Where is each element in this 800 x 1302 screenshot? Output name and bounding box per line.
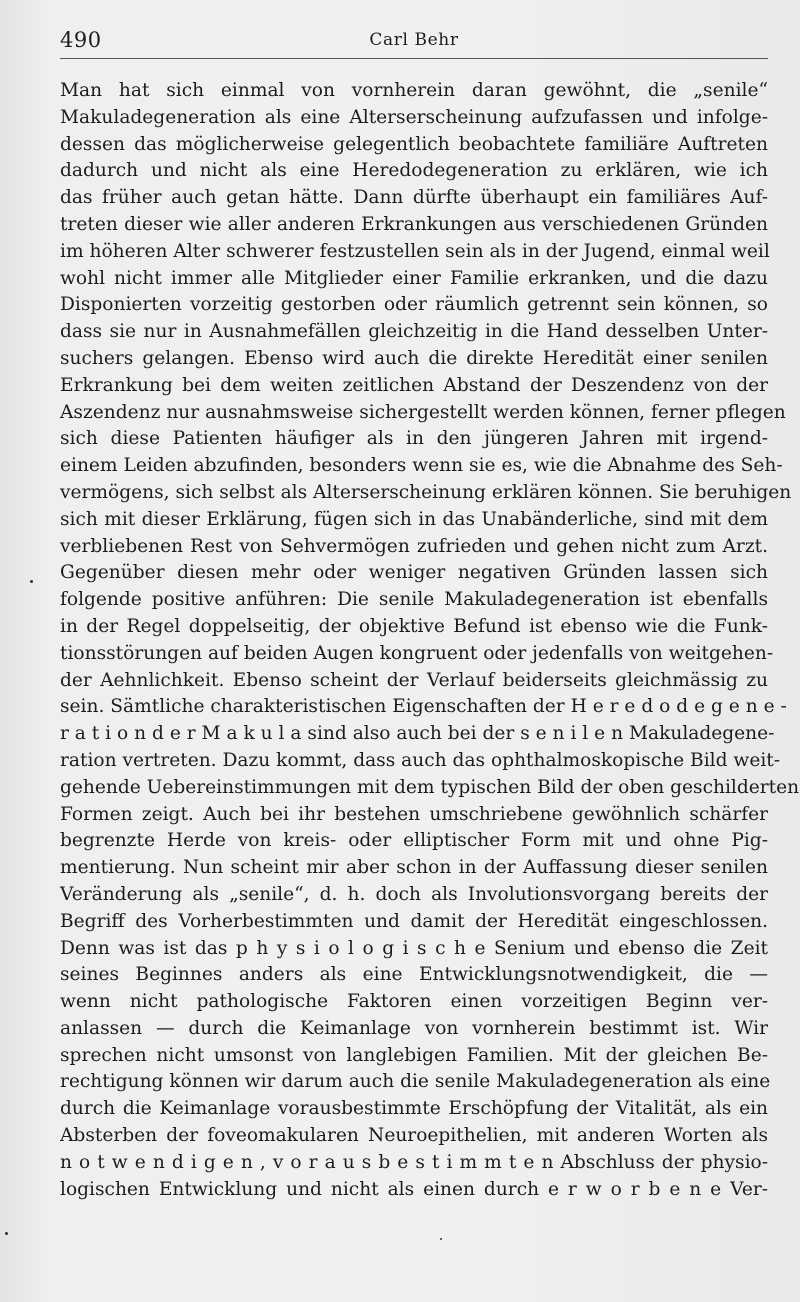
text-line: Veränderung als „senile“, d. h. doch als Involutionsvorgang bereits der [60, 883, 768, 905]
text-line: Aszendenz nur ausnahmsweise sichergestellt werden können, ferner pflegen [60, 401, 786, 423]
text-line: einem Leiden abzufinden, besonders wenn sie es, wie die Abnahme des Seh- [60, 455, 783, 477]
text-line: in der Regel doppelseitig, der objektive Befund ist ebenso wie die Funk- [60, 615, 768, 637]
text-line: folgende positive anführen: Die senile Makuladegeneration ist ebenfalls [60, 589, 768, 611]
text-line: durch die Keimanlage vorausbestimmte Erschöpfung der Vitalität, als ein [60, 1098, 768, 1120]
text-line: ration vertreten. Dazu kommt, dass auch das ophthalmoskopische Bild weit- [60, 749, 781, 771]
text-line: Denn was ist das p h y s i o l o g i s c h e Senium und ebenso die Zeit [60, 937, 768, 959]
text-line: r a t i o n d e r M a k u l a sind also auch bei der s e n i l e n Makuladegene- [60, 723, 775, 745]
text-line: Absterben der foveomakularen Neuroepithelien, mit anderen Worten als [60, 1125, 768, 1147]
text-line: sich mit dieser Erklärung, fügen sich in das Unabänderliche, sind mit dem [60, 508, 768, 530]
text-line: seines Beginnes anders als eine Entwicklungsnotwendigkeit, die — [60, 964, 768, 986]
text-line: begrenzte Herde von kreis- oder elliptischer Form mit und ohne Pig- [60, 830, 768, 852]
text-line: anlassen — durch die Keimanlage von vornherein bestimmt ist. Wir [60, 1017, 768, 1039]
page-number: 490 [60, 28, 102, 52]
text-line: suchers gelangen. Ebenso wird auch die direkte Heredität einer senilen [60, 347, 768, 369]
margin-speck [30, 580, 33, 583]
text-line: treten dieser wie aller anderen Erkrankungen aus verschiedenen Gründen [60, 213, 768, 235]
text-line: der Aehnlichkeit. Ebenso scheint der Verlauf beiderseits gleichmässig zu [60, 669, 768, 691]
text-line: gehende Uebereinstimmungen mit dem typischen Bild der oben geschilderten [60, 776, 800, 798]
margin-speck [5, 1232, 8, 1235]
text-line: dass sie nur in Ausnahmefällen gleichzeitig in die Hand desselben Unter- [60, 321, 768, 343]
page-header [60, 28, 768, 59]
body-text [60, 78, 800, 1203]
text-line: vermögens, sich selbst als Alterserscheinung erklären können. Sie beruhigen [60, 481, 792, 503]
text-line: tionsstörungen auf beiden Augen kongruent oder jedenfalls von weitgehen- [60, 642, 774, 664]
text-line: sich diese Patienten häufiger als in den jüngeren Jahren mit irgend- [60, 428, 768, 450]
text-line: wohl nicht immer alle Mitglieder einer Familie erkranken, und die dazu [60, 267, 768, 289]
text-line: Formen zeigt. Auch bei ihr bestehen umschriebene gewöhnlich schärfer [60, 803, 768, 825]
text-line: n o t w e n d i g e n , v o r a u s b e s t i m m t e n Abschluss der physio- [60, 1151, 768, 1173]
text-line: Begriff des Vorherbestimmten und damit der Heredität eingeschlossen. [60, 910, 768, 932]
text-line: wenn nicht pathologische Faktoren einen vorzeitigen Beginn ver- [60, 991, 768, 1013]
text-line: Erkrankung bei dem weiten zeitlichen Abstand der Deszendenz von der [60, 374, 768, 396]
text-line: verbliebenen Rest von Sehvermögen zufrieden und gehen nicht zum Arzt. [60, 535, 768, 557]
text-line: Gegenüber diesen mehr oder weniger negativen Gründen lassen sich [60, 562, 768, 584]
text-line: im höheren Alter schwerer festzustellen sein als in der Jugend, einmal weil [60, 240, 770, 262]
text-line: Man hat sich einmal von vornherein daran gewöhnt, die „senile“ [60, 80, 768, 101]
text-line: dessen das möglicherweise gelegentlich beobachtete familiäre Auftreten [60, 133, 768, 155]
text-line: das früher auch getan hätte. Dann dürfte überhaupt ein familiäres Auf- [60, 187, 768, 209]
running-head: Carl Behr [369, 30, 459, 50]
text-line: Disponierten vorzeitig gestorben oder räumlich getrennt sein können, so [60, 294, 768, 316]
text-line: mentierung. Nun scheint mir aber schon in der Auffassung dieser senilen [60, 857, 768, 879]
text-line: sprechen nicht umsonst von langlebigen Familien. Mit der gleichen Be- [60, 1044, 768, 1066]
text-line: rechtigung können wir darum auch die senile Makuladegeneration als eine [60, 1071, 771, 1093]
text-line: Makuladegeneration als eine Alterserscheinung aufzufassen und infolge- [60, 106, 768, 128]
margin-speck [440, 1238, 442, 1240]
text-line: dadurch und nicht als eine Heredodegeneration zu erklären, wie ich [60, 160, 768, 182]
text-line: logischen Entwicklung und nicht als einen durch e r w o r b e n e Ver- [60, 1178, 768, 1200]
text-line: sein. Sämtliche charakteristischen Eigenschaften der H e r e d o d e g e n e - [60, 696, 787, 718]
